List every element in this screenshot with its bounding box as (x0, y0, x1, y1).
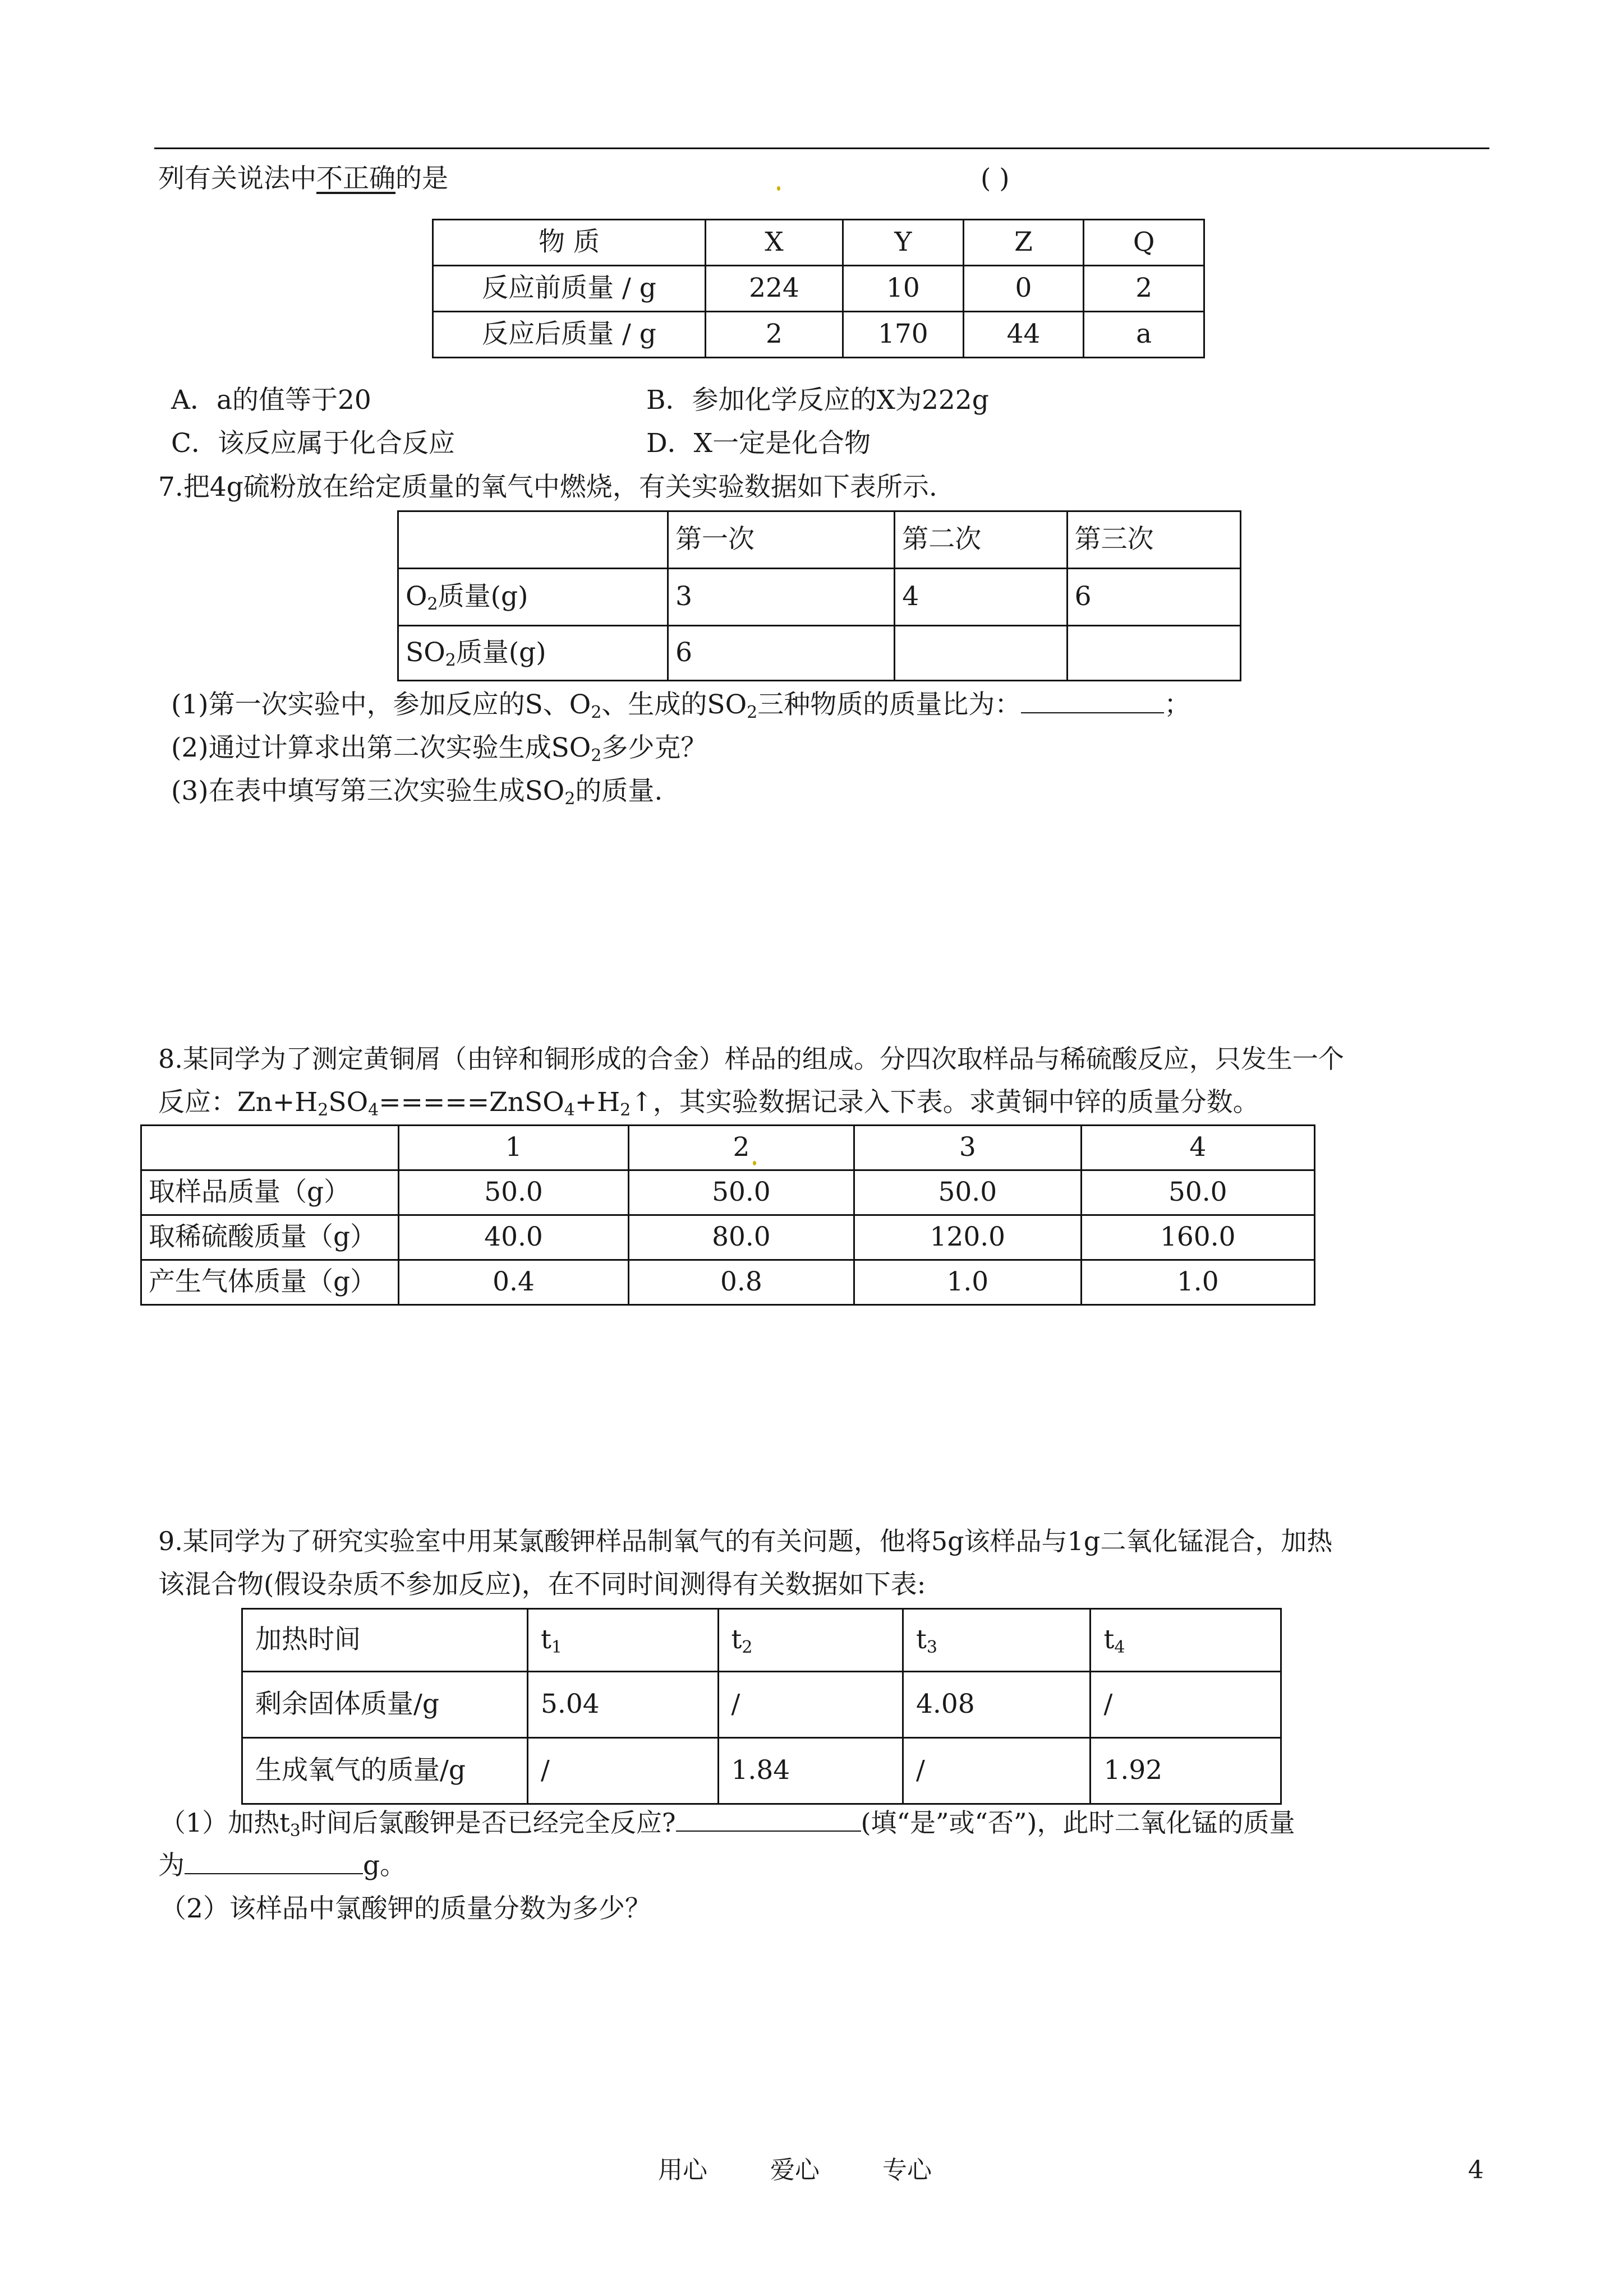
subscript: 2 (564, 789, 576, 809)
table-cell: 3 (668, 569, 895, 626)
q7-stem: 7.把4g硫粉放在给定质量的氧气中燃烧，有关实验数据如下表所示. (158, 472, 937, 502)
q8-stem-line2 (158, 1086, 1259, 1119)
answer-blank[interactable] (185, 1853, 363, 1874)
subscript: 2 (742, 1638, 753, 1658)
subscript: 3 (926, 1638, 937, 1658)
q7-header-cell (398, 511, 668, 569)
q9-sub1 (160, 1807, 1295, 1839)
q7-sub1-text: ； (1164, 689, 1191, 720)
q8-text: 反应：Zn+H (158, 1087, 318, 1118)
q9-header-cell (718, 1609, 903, 1672)
q9-t-letter: t (541, 1624, 551, 1656)
table-row (141, 1260, 1315, 1305)
table-cell: 50.0 (399, 1170, 628, 1215)
subscript: 2 (427, 594, 438, 615)
answer-blank[interactable] (1021, 692, 1164, 713)
q9-header-cell (903, 1609, 1091, 1672)
q6-option-b: B．参加化学反应的X为222g (646, 385, 989, 416)
q9-header-row (242, 1609, 1281, 1672)
q7-sub1 (171, 689, 1190, 722)
q9-sub2: （2）该样品中氯酸钾的质量分数为多少？ (160, 1893, 651, 1924)
table-cell: 1.0 (854, 1260, 1081, 1305)
table-cell: 6 (668, 626, 895, 681)
subscript: 2 (620, 1100, 631, 1120)
table-row (433, 312, 1204, 358)
table-cell: 产生气体质量（g） (141, 1260, 399, 1305)
q7-header-row (398, 511, 1241, 569)
q6-option-a: A．a的值等于20 (171, 385, 371, 416)
table-row (242, 1672, 1281, 1738)
table-cell: 5.04 (528, 1672, 718, 1738)
q7-label-suffix: 质量(g) (456, 637, 546, 668)
q9-sub1-text: （1）加热t (160, 1808, 290, 1838)
q7-sub3 (171, 775, 663, 808)
table-cell: 0 (963, 266, 1084, 312)
q9-sub1-line2 (158, 1850, 406, 1883)
q9-stem-line2: 该混合物(假设杂质不参加反应)，在不同时间测得有关数据如下表: (158, 1569, 926, 1600)
table-cell: 2 (1084, 266, 1204, 312)
q6-stem-text: 列有关说法中 (158, 163, 316, 194)
q9-stem-line1: 9.某同学为了研究实验室中用某氯酸钾样品制氧气的有关问题，他将5g该样品与1g二氧化锰混合，加热 (158, 1526, 1333, 1556)
subscript: 2 (747, 703, 758, 722)
q9-sub1-text: (填“是”或“否”)，此时二氧化锰的质量 (861, 1808, 1295, 1838)
subscript: 4 (564, 1100, 575, 1120)
q7-sub1-text: 三种物质的质量比为： (757, 689, 1022, 720)
q9-header-cell (1091, 1609, 1281, 1672)
q7-sub3-text: (3)在表中填写第三次实验生成SO (171, 776, 565, 806)
q8-table (140, 1124, 1315, 1306)
q7-row-label-o2 (398, 569, 668, 626)
q7-header-cell: 第三次 (1067, 511, 1240, 569)
table-cell: 0.4 (399, 1260, 628, 1305)
table-cell: 0.8 (628, 1260, 854, 1305)
table-cell: 生成氧气的质量/g (242, 1738, 528, 1804)
table-cell: 170 (843, 312, 964, 358)
table-cell: 2 (706, 312, 843, 358)
table-cell: 224 (706, 266, 843, 312)
answer-blank[interactable] (676, 1810, 861, 1832)
q9-sub1-text: 为 (158, 1850, 185, 1881)
table-cell: / (1091, 1672, 1281, 1738)
q7-label-suffix: 质量(g) (438, 581, 528, 612)
q8-header-cell: 1 (399, 1126, 628, 1170)
table-cell: 1.0 (1081, 1260, 1314, 1305)
table-cell: 1.92 (1091, 1738, 1281, 1804)
q7-table (397, 510, 1241, 681)
q9-sub1-text: g。 (363, 1850, 407, 1881)
ink-speck (777, 186, 780, 191)
table-cell: 剩余固体质量/g (242, 1672, 528, 1738)
page-number: 4 (1468, 2156, 1484, 2184)
q6-stem (158, 163, 448, 196)
q9-sub1-text: 时间后氯酸钾是否已经完全反应? (300, 1808, 676, 1838)
subscript: 4 (1114, 1638, 1125, 1658)
footer-motto-3: 专心 (882, 2156, 932, 2184)
q9-header-cell (528, 1609, 718, 1672)
q6-header-cell: Q (1084, 220, 1204, 266)
ink-speck (753, 1161, 756, 1165)
q8-header-cell (141, 1126, 399, 1170)
q6-answer-paren: ( ) (981, 163, 1010, 194)
table-cell: / (528, 1738, 718, 1804)
q7-row-label-so2 (398, 626, 668, 681)
table-cell: 反应前质量 / g (433, 266, 706, 312)
table-cell: 4 (895, 569, 1067, 626)
q8-header-cell: 3 (854, 1126, 1081, 1170)
q9-t-letter: t (916, 1624, 927, 1656)
table-cell: 120.0 (854, 1215, 1081, 1260)
table-cell: 50.0 (854, 1170, 1081, 1215)
q8-header-cell: 4 (1081, 1126, 1314, 1170)
q7-sub2-text: (2)通过计算求出第二次实验生成SO (171, 732, 591, 763)
table-cell: 80.0 (628, 1215, 854, 1260)
q8-text: SO (328, 1087, 369, 1118)
table-cell: 10 (843, 266, 964, 312)
q7-sub1-text: (1)第一次实验中，参加反应的S、O (171, 689, 591, 720)
subscript: 2 (591, 703, 602, 722)
q6-header-cell: 物 质 (433, 220, 706, 266)
table-cell: 取稀硫酸质量（g） (141, 1215, 399, 1260)
table-row (433, 266, 1204, 312)
q6-header-cell: Z (963, 220, 1084, 266)
q7-sub2-text: 多少克？ (601, 732, 707, 763)
q7-label-text: O (406, 581, 427, 612)
table-cell: 取样品质量（g） (141, 1170, 399, 1215)
table-row (141, 1215, 1315, 1260)
q6-stem-underlined: 不正确 (316, 163, 395, 194)
q7-header-cell: 第一次 (668, 511, 895, 569)
table-cell: / (718, 1672, 903, 1738)
q7-label-text: SO (406, 637, 445, 668)
subscript: 2 (318, 1100, 329, 1120)
table-cell: 1.84 (718, 1738, 903, 1804)
q9-t-letter: t (731, 1624, 742, 1656)
q6-option-c: C．该反应属于化合反应 (171, 428, 455, 459)
table-cell (895, 626, 1067, 681)
subscript: 2 (445, 651, 456, 671)
table-cell: 44 (963, 312, 1084, 358)
subscript: 3 (289, 1821, 301, 1841)
q7-sub2 (171, 732, 707, 765)
q6-header-row (433, 220, 1204, 266)
table-cell: a (1084, 312, 1204, 358)
subscript: 1 (551, 1638, 563, 1658)
table-cell (1067, 626, 1240, 681)
table-cell: 4.08 (903, 1672, 1091, 1738)
header-rule (154, 147, 1489, 149)
q6-header-cell: Y (843, 220, 964, 266)
q6-option-d: D．X一定是化合物 (646, 428, 871, 459)
q7-header-cell: 第二次 (895, 511, 1067, 569)
footer-motto-1: 用心 (658, 2156, 707, 2184)
subscript: 2 (591, 746, 602, 766)
q6-stem-tail: 的是 (395, 163, 448, 194)
table-cell: 反应后质量 / g (433, 312, 706, 358)
q8-header-cell: 2 (628, 1126, 854, 1170)
q8-stem-line1: 8.某同学为了测定黄铜屑（由锌和铜形成的合金）样品的组成。分四次取样品与稀硫酸反应，只发生一个 (158, 1044, 1344, 1074)
table-cell: 50.0 (1081, 1170, 1314, 1215)
q8-text: =====ZnSO (379, 1087, 564, 1118)
table-cell: 6 (1067, 569, 1240, 626)
q8-text: +H (574, 1087, 620, 1118)
footer-motto-2: 爱心 (770, 2156, 820, 2184)
table-row (398, 626, 1241, 681)
q7-sub3-text: 的质量. (575, 776, 663, 806)
q9-header-cell: 加热时间 (242, 1609, 528, 1672)
q6-header-cell: X (706, 220, 843, 266)
q9-t-letter: t (1103, 1624, 1115, 1656)
table-row (242, 1738, 1281, 1804)
q8-header-row (141, 1126, 1315, 1170)
table-cell: 50.0 (628, 1170, 854, 1215)
subscript: 4 (368, 1100, 379, 1120)
q7-sub1-text: 、生成的SO (601, 689, 747, 720)
table-cell: / (903, 1738, 1091, 1804)
table-row (398, 569, 1241, 626)
table-row (141, 1170, 1315, 1215)
table-cell: 160.0 (1081, 1215, 1314, 1260)
q8-text: ↑，其实验数据记录入下表。求黄铜中锌的质量分数。 (631, 1087, 1259, 1118)
table-cell: 40.0 (399, 1215, 628, 1260)
q6-table (432, 219, 1205, 358)
q9-table (241, 1608, 1282, 1805)
